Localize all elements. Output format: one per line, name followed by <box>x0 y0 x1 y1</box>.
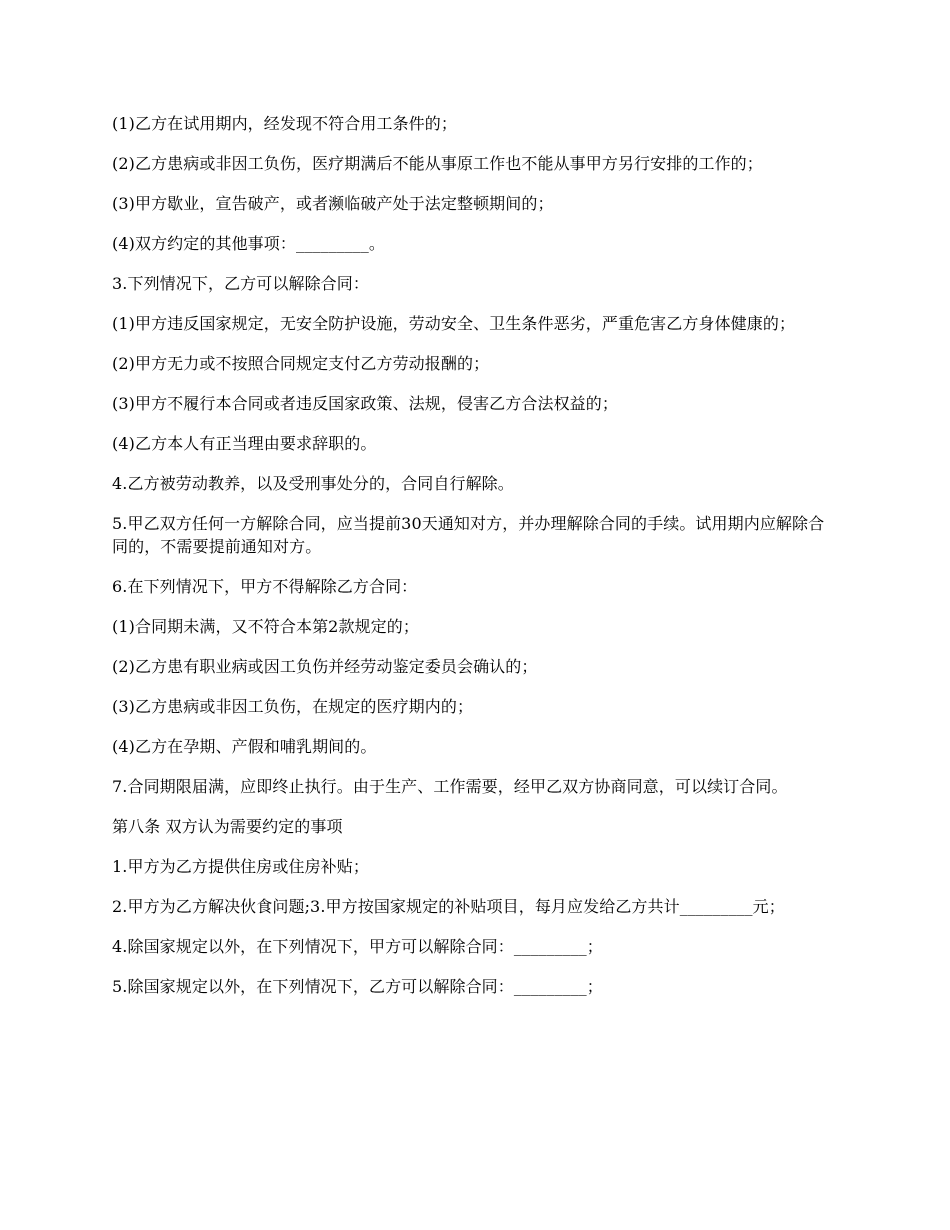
clause-item: (3)甲方不履行本合同或者违反国家政策、法规，侵害乙方合法权益的； <box>112 394 618 413</box>
section-heading: 3.下列情况下，乙方可以解除合同： <box>112 274 369 293</box>
clause-item: (3)乙方患病或非因工负伤，在规定的医疗期内的； <box>112 697 474 716</box>
clause-item: 7.合同期限届满，应即终止执行。由于生产、工作需要，经甲乙双方协商同意，可以续订合同。 <box>112 777 788 796</box>
clause-item: 4.乙方被劳动教养，以及受刑事处分的，合同自行解除。 <box>112 474 514 493</box>
clause-item: (2)乙方患有职业病或因工负伤并经劳动鉴定委员会确认的； <box>112 657 538 676</box>
clause-item: 5.甲乙双方任何一方解除合同，应当提前30天通知对方，并办理解除合同的手续。试用期内应解除合同的，不需要提前通知对方。 <box>112 514 825 556</box>
clause-item: 2.甲方为乙方解决伙食问题;3.甲方按国家规定的补贴项目，每月应发给乙方共计_________元； <box>112 897 785 916</box>
clause-item: (4)乙方本人有正当理由要求辞职的。 <box>112 434 377 453</box>
section-heading: 6.在下列情况下，甲方不得解除乙方合同： <box>112 577 418 596</box>
clause-item: 1.甲方为乙方提供住房或住房补贴； <box>112 857 369 876</box>
clause-item: (1)乙方在试用期内，经发现不符合用工条件的； <box>112 114 457 133</box>
article-heading: 第八条 双方认为需要约定的事项 <box>112 817 343 836</box>
clause-item: (1)合同期未满，又不符合本第2款规定的； <box>112 617 419 636</box>
document-page <box>112 112 838 1015</box>
clause-item: (4)双方约定的其他事项：_________。 <box>112 234 385 253</box>
clause-item: (2)甲方无力或不按照合同规定支付乙方劳动报酬的； <box>112 354 490 373</box>
clause-item: (4)乙方在孕期、产假和哺乳期间的。 <box>112 737 377 756</box>
clause-item: (2)乙方患病或非因工负伤，医疗期满后不能从事原工作也不能从事甲方另行安排的工作的； <box>112 154 763 173</box>
clause-item: 5.除国家规定以外，在下列情况下，乙方可以解除合同：_________； <box>112 977 603 996</box>
clause-item: (3)甲方歇业，宣告破产，或者濒临破产处于法定整顿期间的； <box>112 194 554 213</box>
clause-item: (1)甲方违反国家规定，无安全防护设施，劳动安全、卫生条件恶劣，严重危害乙方身体健康的； <box>112 314 796 333</box>
clause-item: 4.除国家规定以外，在下列情况下，甲方可以解除合同：_________； <box>112 937 603 956</box>
